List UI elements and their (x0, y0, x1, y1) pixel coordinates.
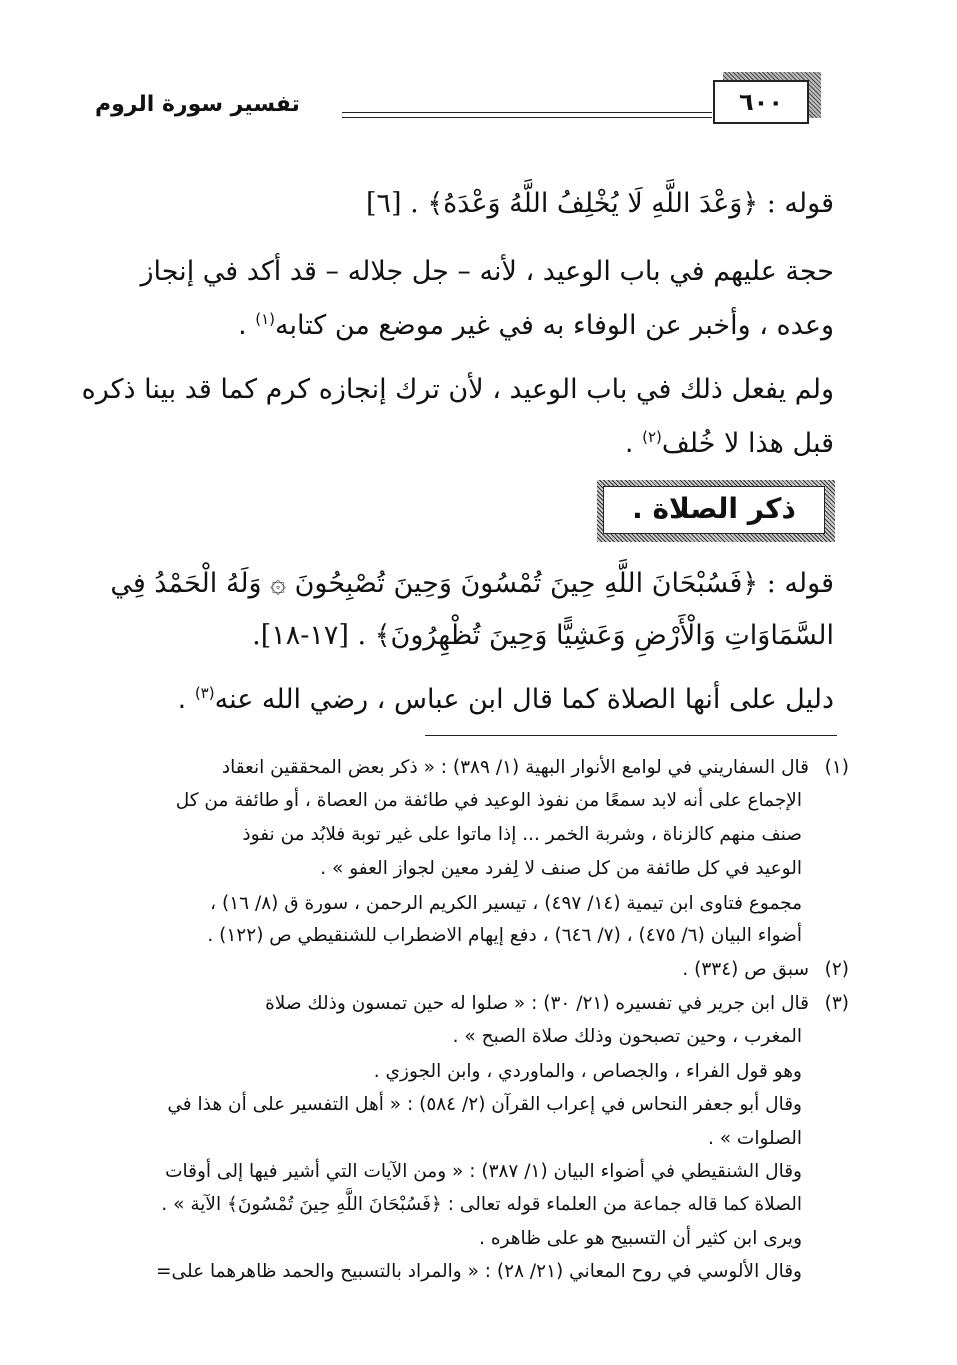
footnote-number: (٣) (824, 993, 849, 1014)
paragraph-text: . (624, 428, 643, 459)
footnote-line (221, 757, 849, 778)
verse-line: السَّمَاوَاتِ وَالْأَرْضِ وَعَشِيًّا وَحِينَ تُظْهِرُونَ﴾ . [١٧-١٨]. (252, 620, 834, 651)
section-heading: ذكر الصلاة . (603, 486, 825, 534)
footnote-line: وهو قول الفراء ، والجصاص ، والماوردي ، وابن الجوزي . (373, 1061, 802, 1082)
footnote-text: قال ابن جرير في تفسيره (٢١/ ٣٠) : « صلوا له حين تمسون وذلك صلاة (265, 993, 809, 1014)
paragraph-text: . (238, 310, 256, 341)
footnote-line (682, 959, 849, 980)
footnote-line: أضواء البيان (٦/ ٤٧٥) ، (٧/ ٦٤٦) ، دفع إيهام الاضطراب للشنقيطي ص (١٢٢) . (207, 925, 802, 946)
page-number-frame (713, 72, 821, 128)
footnote-line: وقال الشنقيطي في أضواء البيان (١/ ٣٨٧) : « ومن الآيات التي أشير فيها إلى أوقات (165, 1161, 802, 1182)
footnote-line: وقال الألوسي في روح المعاني (٢١/ ٢٨) : « والمراد بالتسبيح والحمد ظاهرهما على= (156, 1261, 802, 1282)
footnote-ref: (٢) (642, 428, 662, 446)
running-title: تفسير سورة الروم (95, 92, 300, 117)
page-number: ٦٠٠ (713, 80, 809, 124)
paragraph-text: . (177, 684, 195, 715)
footnote-line: المغرب ، وحين تصبحون وذلك صلاة الصبح » . (452, 1026, 802, 1047)
paragraph-text: وعده ، وأخبر عن الوفاء به في غير موضع من كتابه (275, 310, 834, 341)
paragraph-line: حجة عليهم في باب الوعيد ، لأنه – جل جلاله – قد أكد في إنجاز (140, 256, 834, 287)
footnote-text: قال السفاريني في لوامع الأنوار البهية (١/ ٣٨٩) : « ذكر بعض المحققين انعقاد (221, 757, 809, 778)
footnote-line: الصلوات » . (707, 1128, 802, 1149)
paragraph-text: قبل هذا لا خُلف (661, 428, 834, 459)
verse-line: قوله : ﴿فَسُبْحَانَ اللَّهِ حِينَ تُمْسُونَ وَحِينَ تُصْبِحُونَ ۞ وَلَهُ الْحَمْدُ فِي (110, 568, 834, 599)
header-rule (342, 112, 712, 118)
footnote-separator (425, 735, 837, 736)
section-heading-frame (597, 480, 835, 544)
paragraph-line: ولم يفعل ذلك في باب الوعيد ، لأن ترك إنجازه كرم كما قد بينا ذكره (81, 374, 834, 405)
footnote-ref: (١) (255, 310, 276, 328)
footnote-text: سبق ص (٣٣٤) . (682, 959, 809, 980)
paragraph-line (140, 684, 834, 715)
verse-line: قوله : ﴿وَعْدَ اللَّهِ لَا يُخْلِفُ اللَّهُ وَعْدَهُ﴾ . [٦] (365, 188, 834, 219)
footnote-line: صنف منهم كالزناة ، وشربة الخمر ... إذا ماتوا على غير توبة فلابُد من نفوذ (242, 824, 802, 845)
footnote-line: الصلاة كما قاله جماعة من العلماء قوله تعالى : ﴿فَسُبْحَانَ اللَّهِ حِينَ تُمْسُونَ﴾ الآية » . (161, 1194, 802, 1215)
footnote-number: (٢) (824, 959, 849, 980)
footnote-line (265, 993, 849, 1014)
footnote-line: مجموع فتاوى ابن تيمية (١٤/ ٤٩٧) ، تيسير الكريم الرحمن ، سورة ق (٨/ ١٦) ، (210, 893, 802, 914)
paragraph-line (95, 428, 834, 459)
paragraph-text: دليل على أنها الصلاة كما قال ابن عباس ، رضي الله عنه (214, 684, 834, 715)
footnote-line: وقال أبو جعفر النحاس في إعراب القرآن (٢/ ٥٨٤) : « أهل التفسير على أن هذا في (167, 1094, 802, 1115)
footnote-line: الوعيد في كل طائفة من كل صنف لا لِفرد معين لجواز العفو » . (320, 858, 802, 879)
paragraph-line (95, 310, 834, 341)
footnote-number: (١) (824, 757, 849, 778)
footnote-line: ويرى ابن كثير أن التسبيح هو على ظاهره . (479, 1228, 802, 1249)
footnote-ref: (٣) (194, 684, 215, 702)
footnote-line: الإجماع على أنه لابد سمعًا من نفوذ الوعيد في طائفة من العصاة ، أو طائفة من كل (175, 790, 802, 811)
